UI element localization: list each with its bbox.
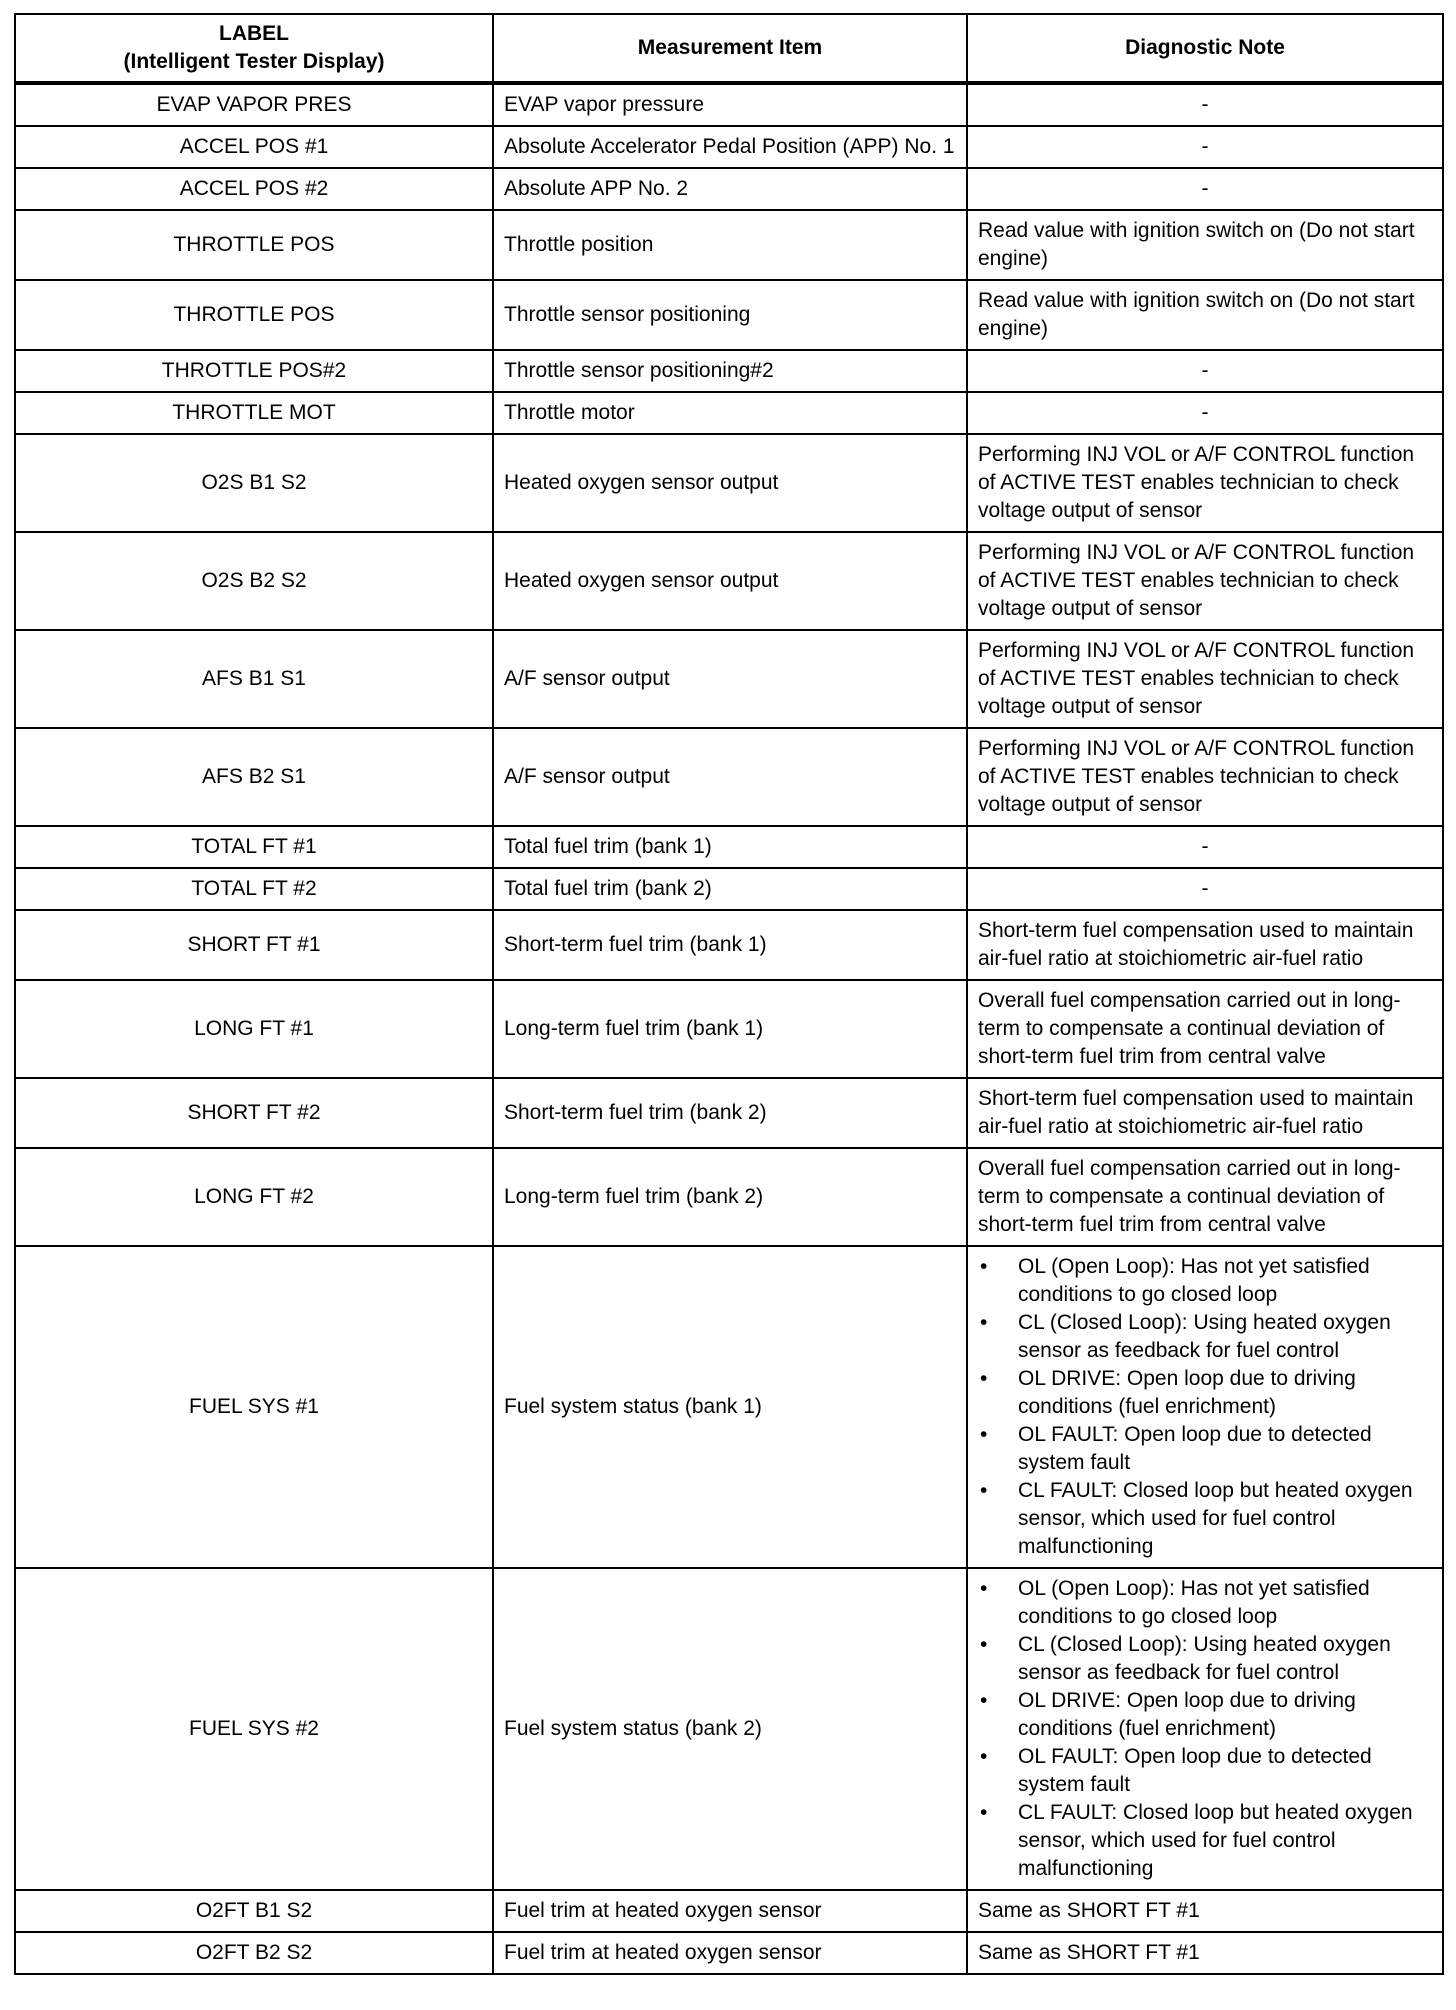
cell-label: THROTTLE POS#2 <box>15 350 493 392</box>
cell-label: SHORT FT #1 <box>15 910 493 980</box>
cell-diagnostic-note: Short-term fuel compensation used to maintain air-fuel ratio at stoichiometric air-fuel ratio <box>967 1078 1443 1148</box>
cell-diagnostic-note: - <box>967 350 1443 392</box>
header-label-subtitle: (Intelligent Tester Display) <box>123 50 385 73</box>
cell-label: O2FT B1 S2 <box>15 1890 493 1932</box>
cell-measurement-item: A/F sensor output <box>493 630 967 728</box>
cell-diagnostic-note <box>967 1568 1443 1890</box>
status-bullet-item: • OL DRIVE: Open loop due to driving conditions (fuel enrichment) <box>978 1687 1432 1743</box>
table-row <box>15 980 1443 1078</box>
cell-measurement-item: Absolute APP No. 2 <box>493 168 967 210</box>
cell-label: THROTTLE POS <box>15 280 493 350</box>
status-bullet-item: • CL FAULT: Closed loop but heated oxygen sensor, which used for fuel control malfunctioning <box>978 1799 1432 1883</box>
cell-measurement-item: Throttle sensor positioning#2 <box>493 350 967 392</box>
cell-measurement-item: Short-term fuel trim (bank 1) <box>493 910 967 980</box>
table-row <box>15 728 1443 826</box>
table-header-row <box>15 14 1443 83</box>
cell-diagnostic-note: - <box>967 126 1443 168</box>
table-row <box>15 826 1443 868</box>
cell-measurement-item: Throttle position <box>493 210 967 280</box>
document-page <box>14 13 1442 1975</box>
cell-measurement-item: Fuel system status (bank 2) <box>493 1568 967 1890</box>
cell-diagnostic-note: Performing INJ VOL or A/F CONTROL function of ACTIVE TEST enables technician to check voltage output of sensor <box>967 532 1443 630</box>
table-row <box>15 1932 1443 1974</box>
table-row <box>15 1246 1443 1568</box>
cell-label: O2S B1 S2 <box>15 434 493 532</box>
table-row <box>15 210 1443 280</box>
data-list-table <box>14 13 1444 1975</box>
table-row <box>15 630 1443 728</box>
status-bullet-item: • OL FAULT: Open loop due to detected system fault <box>978 1421 1432 1477</box>
cell-diagnostic-note: - <box>967 392 1443 434</box>
header-diagnostic-note: Diagnostic Note <box>967 14 1443 83</box>
cell-label: LONG FT #2 <box>15 1148 493 1246</box>
status-bullet-item: • OL DRIVE: Open loop due to driving conditions (fuel enrichment) <box>978 1365 1432 1421</box>
status-bullet-list <box>978 1253 1432 1561</box>
cell-measurement-item: Throttle sensor positioning <box>493 280 967 350</box>
cell-label: ACCEL POS #1 <box>15 126 493 168</box>
table-row <box>15 1568 1443 1890</box>
cell-diagnostic-note: Read value with ignition switch on (Do not start engine) <box>967 210 1443 280</box>
header-label <box>15 14 493 83</box>
table-row <box>15 434 1443 532</box>
cell-label: FUEL SYS #2 <box>15 1568 493 1890</box>
cell-label: AFS B2 S1 <box>15 728 493 826</box>
table-body <box>15 83 1443 1974</box>
table-row <box>15 1890 1443 1932</box>
cell-label: SHORT FT #2 <box>15 1078 493 1148</box>
status-bullet-item: • CL (Closed Loop): Using heated oxygen sensor as feedback for fuel control <box>978 1309 1432 1365</box>
cell-diagnostic-note: - <box>967 83 1443 126</box>
cell-label: THROTTLE MOT <box>15 392 493 434</box>
status-bullet-item: • OL (Open Loop): Has not yet satisfied conditions to go closed loop <box>978 1575 1432 1631</box>
header-label-title: LABEL <box>219 22 289 45</box>
cell-measurement-item: Absolute Accelerator Pedal Position (APP) No. 1 <box>493 126 967 168</box>
cell-label: LONG FT #1 <box>15 980 493 1078</box>
cell-measurement-item: Total fuel trim (bank 1) <box>493 826 967 868</box>
cell-measurement-item: Fuel trim at heated oxygen sensor <box>493 1932 967 1974</box>
table-row <box>15 1148 1443 1246</box>
cell-measurement-item: Long-term fuel trim (bank 2) <box>493 1148 967 1246</box>
table-row <box>15 126 1443 168</box>
cell-measurement-item: Short-term fuel trim (bank 2) <box>493 1078 967 1148</box>
cell-diagnostic-note: Performing INJ VOL or A/F CONTROL function of ACTIVE TEST enables technician to check voltage output of sensor <box>967 630 1443 728</box>
cell-label: TOTAL FT #2 <box>15 868 493 910</box>
table-row <box>15 392 1443 434</box>
status-bullet-item: • OL (Open Loop): Has not yet satisfied conditions to go closed loop <box>978 1253 1432 1309</box>
cell-diagnostic-note: Overall fuel compensation carried out in long-term to compensate a continual deviation of short-term fuel trim from central valve <box>967 980 1443 1078</box>
cell-label: FUEL SYS #1 <box>15 1246 493 1568</box>
cell-label: O2FT B2 S2 <box>15 1932 493 1974</box>
table-row <box>15 532 1443 630</box>
status-bullet-list <box>978 1575 1432 1883</box>
cell-label: EVAP VAPOR PRES <box>15 83 493 126</box>
table-row <box>15 868 1443 910</box>
cell-measurement-item: Fuel system status (bank 1) <box>493 1246 967 1568</box>
cell-label: AFS B1 S1 <box>15 630 493 728</box>
cell-diagnostic-note <box>967 1246 1443 1568</box>
cell-diagnostic-note: Read value with ignition switch on (Do not start engine) <box>967 280 1443 350</box>
cell-diagnostic-note: - <box>967 168 1443 210</box>
status-bullet-item: • CL (Closed Loop): Using heated oxygen sensor as feedback for fuel control <box>978 1631 1432 1687</box>
cell-measurement-item: Heated oxygen sensor output <box>493 532 967 630</box>
table-row <box>15 350 1443 392</box>
cell-diagnostic-note: Same as SHORT FT #1 <box>967 1932 1443 1974</box>
cell-diagnostic-note: Performing INJ VOL or A/F CONTROL function of ACTIVE TEST enables technician to check voltage output of sensor <box>967 728 1443 826</box>
cell-measurement-item: Total fuel trim (bank 2) <box>493 868 967 910</box>
cell-measurement-item: Long-term fuel trim (bank 1) <box>493 980 967 1078</box>
cell-label: THROTTLE POS <box>15 210 493 280</box>
cell-label: TOTAL FT #1 <box>15 826 493 868</box>
status-bullet-item: • CL FAULT: Closed loop but heated oxygen sensor, which used for fuel control malfunctioning <box>978 1477 1432 1561</box>
cell-diagnostic-note: Performing INJ VOL or A/F CONTROL function of ACTIVE TEST enables technician to check voltage output of sensor <box>967 434 1443 532</box>
cell-diagnostic-note: Same as SHORT FT #1 <box>967 1890 1443 1932</box>
cell-measurement-item: A/F sensor output <box>493 728 967 826</box>
cell-diagnostic-note: Overall fuel compensation carried out in long-term to compensate a continual deviation of short-term fuel trim from central valve <box>967 1148 1443 1246</box>
cell-measurement-item: Heated oxygen sensor output <box>493 434 967 532</box>
cell-measurement-item: Throttle motor <box>493 392 967 434</box>
status-bullet-item: • OL FAULT: Open loop due to detected system fault <box>978 1743 1432 1799</box>
cell-label: O2S B2 S2 <box>15 532 493 630</box>
table-row <box>15 168 1443 210</box>
cell-diagnostic-note: - <box>967 868 1443 910</box>
cell-measurement-item: EVAP vapor pressure <box>493 83 967 126</box>
table-row <box>15 910 1443 980</box>
cell-diagnostic-note: Short-term fuel compensation used to maintain air-fuel ratio at stoichiometric air-fuel ratio <box>967 910 1443 980</box>
table-row <box>15 83 1443 126</box>
table-row <box>15 1078 1443 1148</box>
cell-diagnostic-note: - <box>967 826 1443 868</box>
table-row <box>15 280 1443 350</box>
cell-label: ACCEL POS #2 <box>15 168 493 210</box>
header-measurement-item: Measurement Item <box>493 14 967 83</box>
cell-measurement-item: Fuel trim at heated oxygen sensor <box>493 1890 967 1932</box>
